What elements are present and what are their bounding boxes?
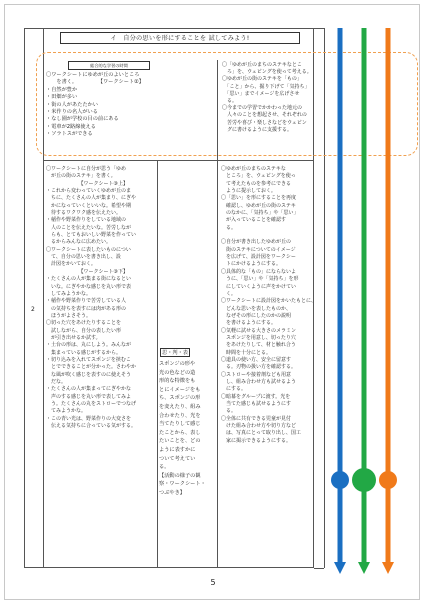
row-divider: [314, 28, 324, 29]
green-arrow: [352, 28, 376, 574]
row-number: 2: [31, 306, 35, 313]
support-main-text: 〇ゆめが丘のまちのステキな ところ」を、ウェビングを使っ て考えたものを参考にできる ように提示しておく。 〇「思い」を形にすることを再度 確認し、ゆめが丘の街のステキ のなかに、「気持ち」や「思い」 が入っていることを確認す る。 〇自分が書き出したゆめが丘の 街のステキについてのイメージ を広げて、設計図をワークシー トにかけるようにする。 〇具体的な「もの」にならないよ うに、「思い」や「気持ち」を形 にしていくように声をかけてい く。 〇ワークシートに設計図をかいたもとに、 どんな思いを表したものか、 なぜその形にしたのかの説明 を書けるようにする。 〇気軽に試せる大きさのメラミン スポンジを用意し、切ったり穴 をあけたりして、材と触れ合う 時間を十分にとる。 〇道具の使い方、安全に留意す る。刃物の扱い方を確認する。 〇ストローや接着剤なども用意 し、組み合わせ方も試せるよう にする。 〇暗幕をグループに渡す。光を 当てた感じも試せるようにす る。 〇全体に共有できる児童が見付 けた組み合わせ方や切り方など は、写真にとって取り出し、国工 家に掲示できるようにする。: [221, 166, 317, 444]
learning-activity-text: 〇ワークシートに自分が思う「ゆめ が丘の街のステキ」を書く。 【ワークシート③上】 ・これから変わっていくゆめが丘のま ちに、たくさんの人が集まり、にぎや かになっていくといいな。希望や期 待するワクワク感を伝えたい。 ・稲作や野菜作りをしている地域の 人のことを伝えたいな。苦労しなが らも、とてもおいしい野菜を作ってい るからみんなに広めたい。 〇ワークシートに表したいものについ て、自分の思いを書き出し、設 計図をかいておく。 【ワークシート③下】 ・たくさんの人が集まる街になるとい いな。にぎやかな感じを丸い形で表 してみようかな。 ・稲作や野菜作りで苦労している人 の気持ちを表すには肉がある形の ほうがよさそう。 〇切った穴をあけたりすることを 試しながら、自分の表したい形 が引き出せるか試す。 ・土台の形は、丸にしよう。みんなが 集まっている感じがするから。 ・切り込みを入れてスポンジを挟むこ とでできることが分かった。さわやか な風が吹く感じを表すのに使えそう だな。 ・たくさんの人が集まってにぎやかな 声のする感じを丸い形で表してみよ う。たくさんの丸をストローでつなげ てみようかな。 ・この青い光は、野菜作りの大変さを 伝える気持ちに合っている気がする。: [46, 166, 137, 430]
integrated-study-text: 〇ワークシートにゆめが丘のよいところ を書く。 【ワークシート②】 ・自然が豊か ・田畑が多い ・街の人があたたかい ・米作りの名人がいる ・なし園が学校の目の前にある ・電車が2路線使える ・ソラトスができる: [46, 72, 144, 138]
progress-arrows: [326, 22, 420, 578]
row-divider: [43, 160, 314, 161]
integrated-study-label: 総合的な学習の時間: [68, 61, 150, 70]
blue-arrow: [331, 28, 349, 574]
row-divider: [314, 568, 324, 569]
column-divider: [157, 160, 158, 568]
activity-banner: イ 自分の思いを形にすることを 試してみよう!: [60, 32, 300, 44]
evaluation-text: スポンジの形や 光の色などの造 形的な特徴をも とにイメージをも ち、スポンジの形 を変えたり、組み 合わせたり、光を 当てたりして感じ たことから、表し たいことを、どの ように表すかに ついて考えてい る。 【活動の様子の観 察・ワークシート・ つぶやき】: [159, 361, 206, 496]
support-top-text: 〇「ゆめが丘のまちのステキなとこ ろ」を、ウェビングを使って考える。 〇ゆめが丘の街のステキを「もの」 「こと」から、掘り下げて「気持ち」 「思い」までイメージを広げさせ る。 〇今までの学習でかかわった地元の 人々のことを想起させ、それぞれの 苦労や喜び・楽しさなどをウェビン グに書けるように支援する。: [222, 62, 312, 133]
page-number: 5: [210, 578, 216, 587]
column-divider: [217, 160, 218, 568]
orange-arrow: [379, 28, 397, 574]
evaluation-label: 思・判・表: [162, 350, 188, 356]
